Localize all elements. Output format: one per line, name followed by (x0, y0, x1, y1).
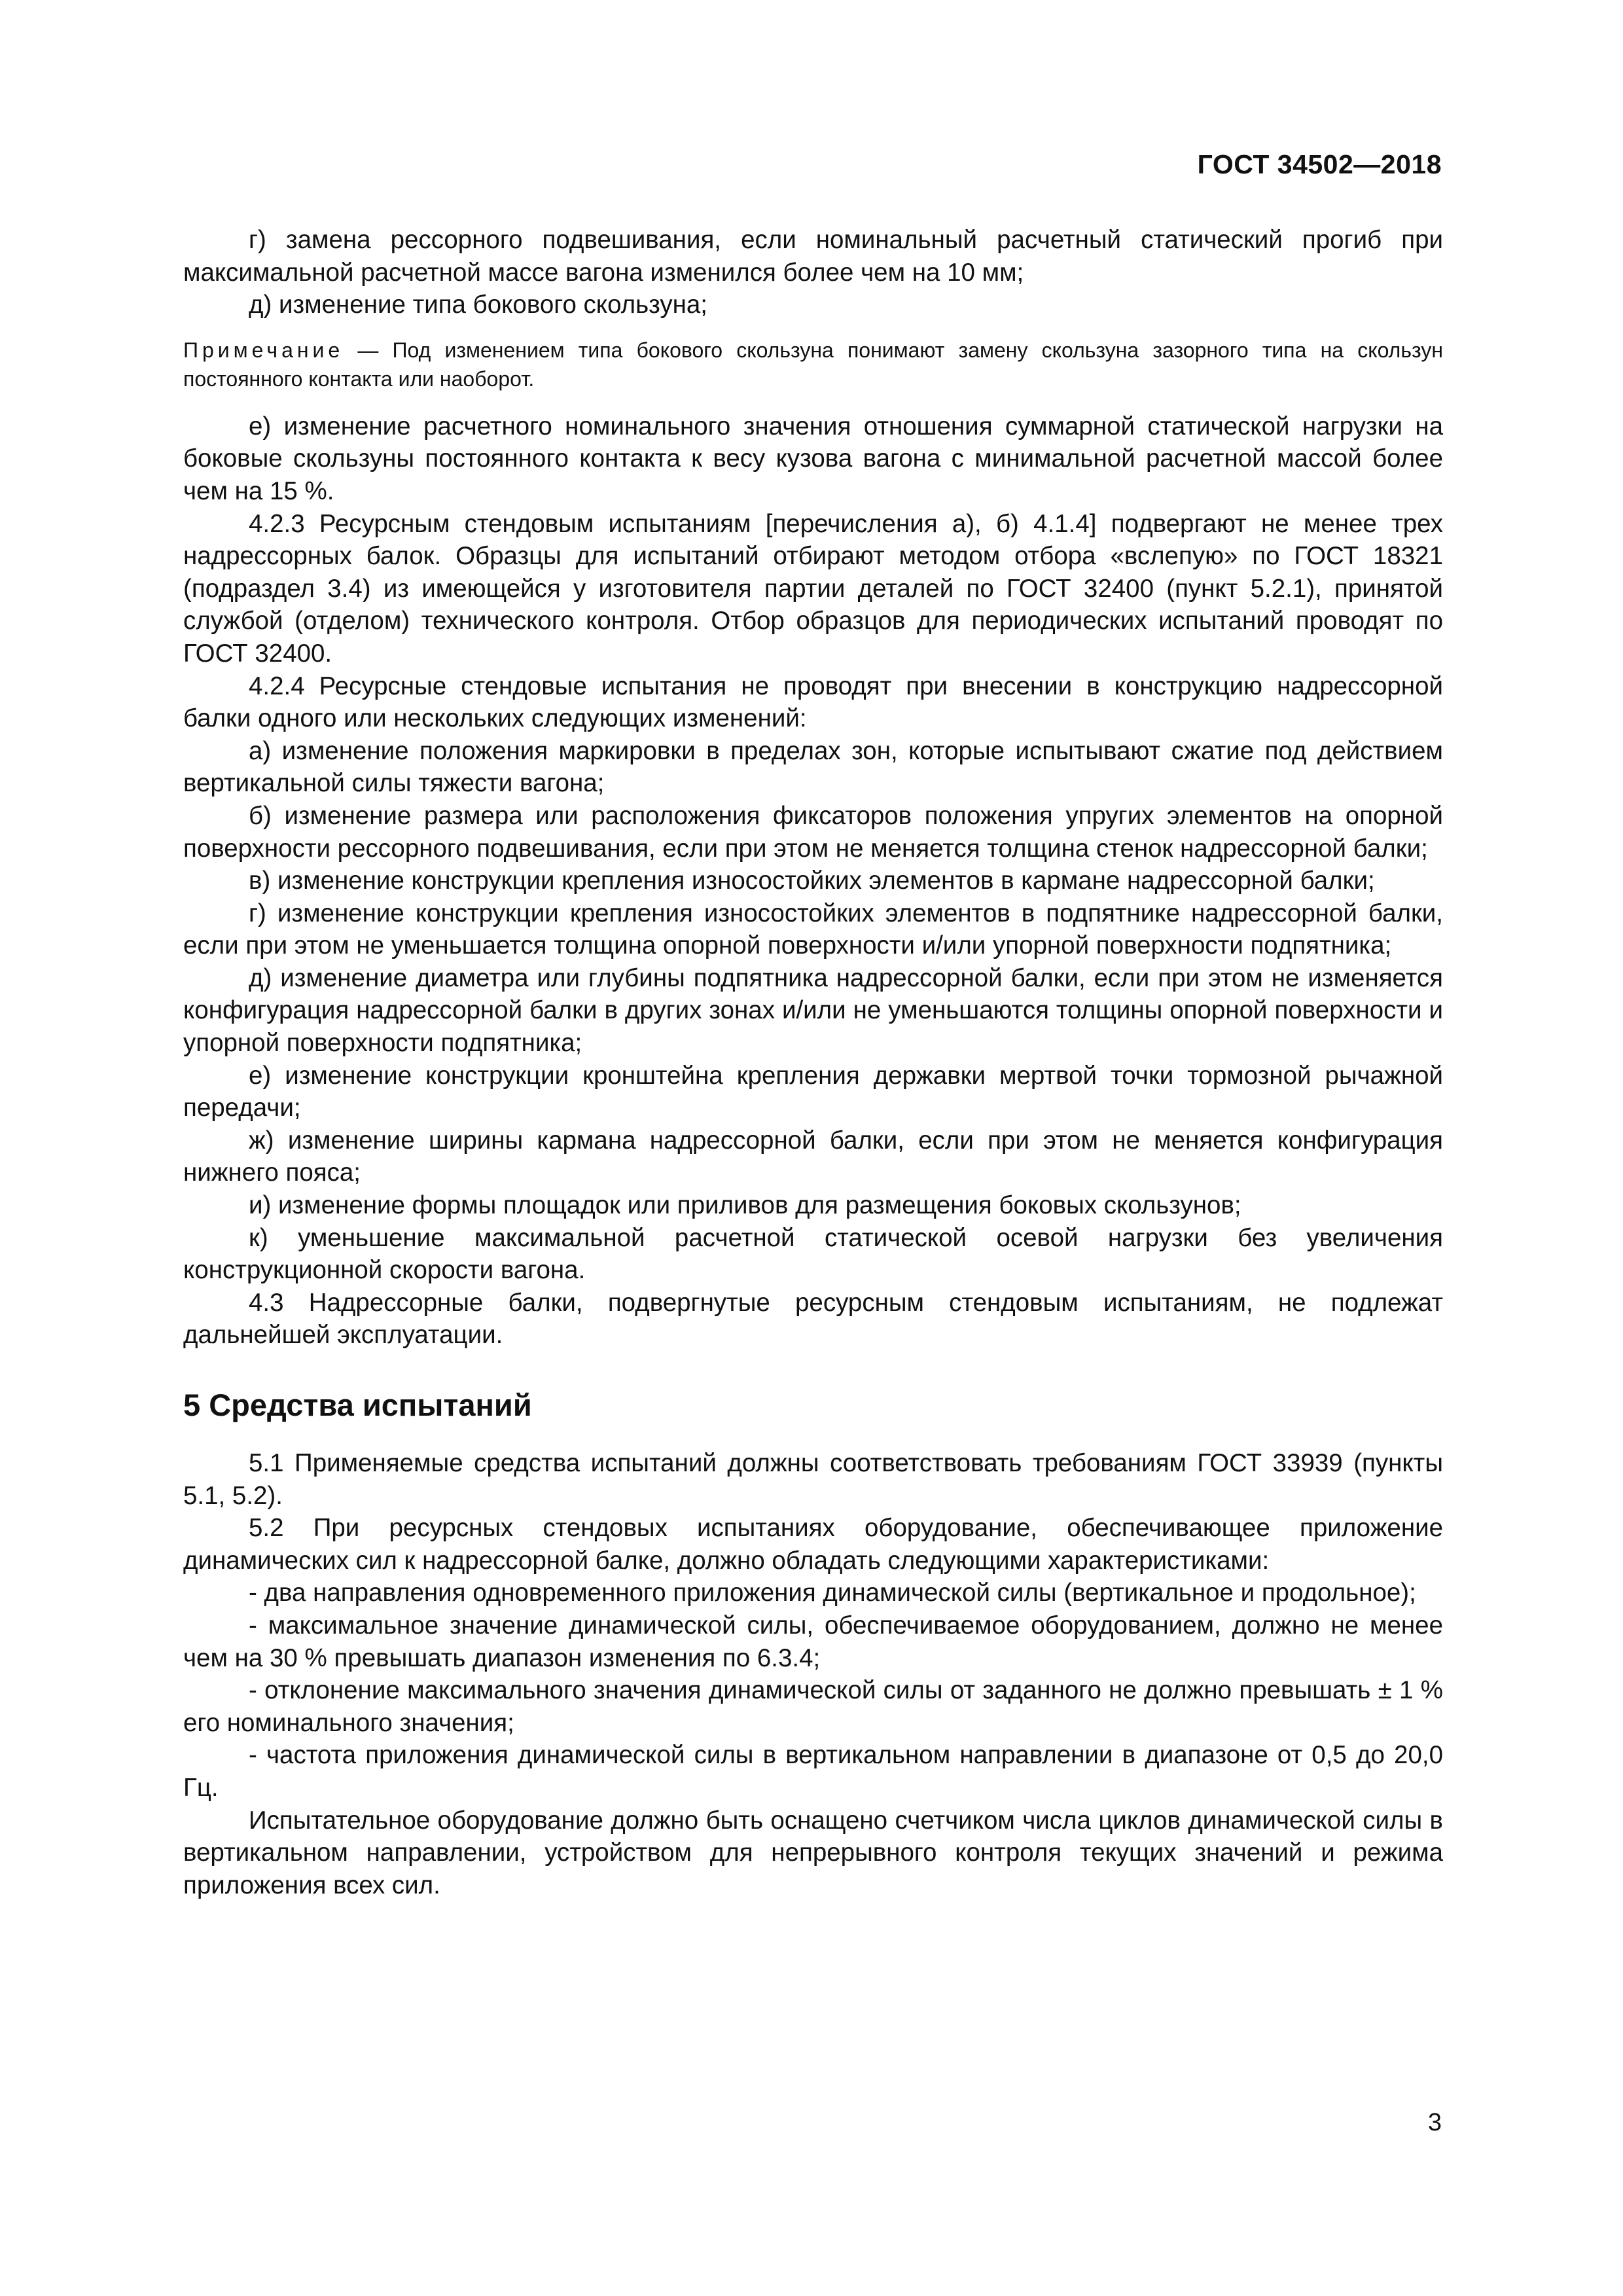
paragraph: г) замена рессорного подвешивания, если номинальный расчетный статический прогиб при максимальной расчетной массе вагона изменился более чем на 10 мм; (183, 226, 1443, 287)
paragraph: е) изменение расчетного номинального значения отношения суммарной статической нагрузки на боковые скользуны постоянного контакта к весу кузова вагона с минимальной расчетной массой более чем на 15 %. (183, 412, 1443, 505)
paragraph: Испытательное оборудование должно быть оснащено счетчиком числа циклов динамической силы в вертикальном направлении, устройством для непрерывного контроля текущих значений и режима приложения всех сил. (183, 1806, 1443, 1899)
list-item: е) изменение конструкции кронштейна крепления державки мертвой точки тормозной рычажной передачи; (183, 1061, 1443, 1122)
paragraph-5-1: 5.1 Применяемые средства испытаний должны соответствовать требованиям ГОСТ 33939 (пункты 5.1, 5.2). (183, 1449, 1443, 1510)
list-item: к) уменьшение максимальной расчетной статической осевой нагрузки без увеличения конструкционной скорости вагона. (183, 1223, 1443, 1285)
page-number: 3 (1427, 2109, 1442, 2136)
list-item: и) изменение формы площадок или приливов для размещения боковых скользунов; (249, 1191, 1241, 1220)
list-item: - максимальное значение динамической силы, обеспечиваемое оборудованием, должно не менее чем на 30 % превышать диапазон изменения по 6.3.4; (183, 1611, 1443, 1672)
list-item: д) изменение диаметра или глубины подпятника надрессорной балки, если при этом не изменяется конфигурация надрессорной балки в других зонах и/или не уменьшаются толщины опорной поверхности и упорной поверхности подпятника; (183, 963, 1443, 1058)
list-item: - частота приложения динамической силы в вертикальном направлении в диапазоне от 0,5 до 20,0 Гц. (183, 1741, 1443, 1802)
note-label: Примечание (183, 338, 344, 362)
paragraph-4-3: 4.3 Надрессорные балки, подвергнутые ресурсным стендовым испытаниям, не подлежат дальнейшей эксплуатации. (183, 1288, 1443, 1350)
list-item: г) изменение конструкции крепления износостойких элементов в подпятнике надрессорной балки, если при этом не уменьшается толщина опорной поверхности и/или упорной поверхности подпятника; (183, 899, 1443, 960)
note (183, 336, 1443, 393)
list-item: б) изменение размера или расположения фиксаторов положения упругих элементов на опорной поверхности рессорного подвешивания, если при этом не меняется толщина стенок надрессорной балки; (183, 801, 1443, 863)
list-item: - два направления одновременного приложения динамической силы (вертикальное и продольное); (249, 1579, 1416, 1607)
note-text: — Под изменением типа бокового скользуна понимают замену скользуна зазорного типа на скользун постоянного контакта или наоборот. (183, 338, 1443, 391)
document-header: ГОСТ 34502—2018 (1197, 149, 1442, 179)
paragraph-4-2-3: 4.2.3 Ресурсным стендовым испытаниям [перечисления а), б) 4.1.4] подвергают не менее трех надрессорных балок. Образцы для испытаний отбирают методом отбора «вслепую» по ГОСТ 18321 (подраздел 3.4) из имеющейся у изготовителя партии деталей по ГОСТ 32400 (пункт 5.2.1), принятой службой (отделом) технического контроля. Отбор образцов для периодических испытаний проводят по ГОСТ 32400. (183, 509, 1443, 668)
document-body (183, 224, 1443, 1901)
list-item: а) изменение положения маркировки в пределах зон, которые испытывают сжатие под действием вертикальной силы тяжести вагона; (183, 736, 1443, 798)
section-heading: 5 Средства испытаний (183, 1388, 532, 1422)
list-item: в) изменение конструкции крепления износостойких элементов в кармане надрессорной балки; (249, 867, 1375, 895)
paragraph: д) изменение типа бокового скользуна; (249, 291, 708, 319)
list-item: ж) изменение ширины кармана надрессорной балки, если при этом не меняется конфигурация нижнего пояса; (183, 1126, 1443, 1187)
paragraph-5-2: 5.2 При ресурсных стендовых испытаниях оборудование, обеспечивающее приложение динамических сил к надрессорной балке, должно обладать следующими характеристиками: (183, 1514, 1443, 1575)
paragraph-4-2-4: 4.2.4 Ресурсные стендовые испытания не проводят при внесении в конструкцию надрессорной балки одного или нескольких следующих изменений: (183, 672, 1443, 733)
list-item: - отклонение максимального значения динамической силы от заданного не должно превышать ± 1 % его номинального значения; (183, 1676, 1443, 1737)
